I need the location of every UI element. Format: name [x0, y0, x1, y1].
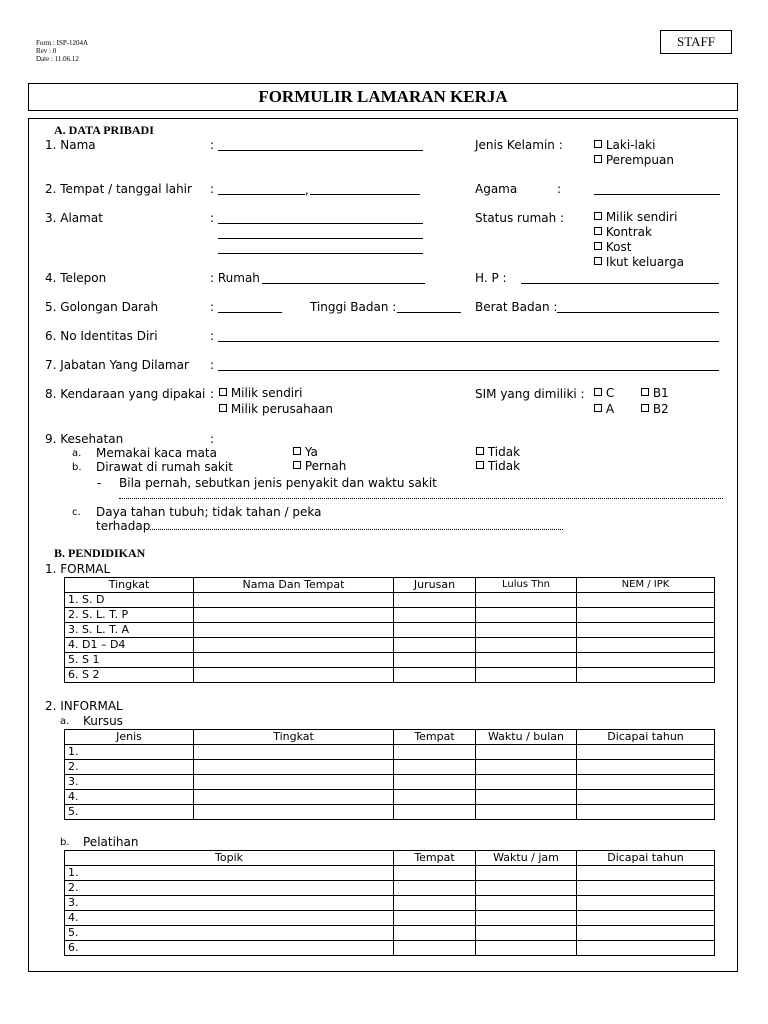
formal-table: [64, 577, 715, 683]
row-label: 3.: [65, 775, 194, 790]
colon: :: [210, 300, 215, 314]
table-cell[interactable]: [194, 745, 394, 760]
column-header: Topik: [65, 851, 394, 866]
label-status-rumah: Status rumah :: [475, 211, 565, 225]
table-row: [65, 775, 715, 790]
table-row: [65, 881, 715, 896]
table-row: [65, 593, 715, 608]
checkbox[interactable]: [594, 140, 602, 148]
tanggal-lahir-field[interactable]: [310, 194, 420, 195]
dash: -: [97, 476, 102, 490]
table-cell[interactable]: [476, 790, 577, 805]
table-cell[interactable]: [476, 881, 577, 896]
table-row: [65, 866, 715, 881]
checkbox[interactable]: [641, 404, 649, 412]
column-header: Waktu / bulan: [476, 730, 577, 745]
option-sim-b1[interactable]: [641, 386, 669, 400]
option-label: A: [605, 402, 615, 416]
table-cell[interactable]: [194, 775, 394, 790]
no-identitas-field[interactable]: [218, 341, 719, 342]
row-label: 6.: [65, 941, 394, 956]
table-row: [65, 623, 715, 638]
label-telepon: 4. Telepon: [45, 271, 107, 285]
option-label: B2: [652, 402, 669, 416]
checkbox[interactable]: [476, 447, 484, 455]
table-cell[interactable]: [394, 896, 476, 911]
option-label: Ikut keluarga: [605, 255, 684, 269]
checkbox[interactable]: [219, 404, 227, 412]
table-cell[interactable]: [394, 911, 476, 926]
row-label: 2.: [65, 760, 194, 775]
checkbox[interactable]: [594, 212, 602, 220]
colon: :: [210, 138, 215, 152]
table-row: [65, 608, 715, 623]
bila-pernah-field[interactable]: [119, 498, 723, 499]
row-label: 2.: [65, 881, 394, 896]
table-cell[interactable]: [194, 653, 394, 668]
table-cell[interactable]: [476, 805, 577, 820]
table-row: [65, 941, 715, 956]
table-cell[interactable]: [476, 593, 577, 608]
label-alamat: 3. Alamat: [45, 211, 103, 225]
table-cell[interactable]: [577, 760, 715, 775]
label-rumah: : Rumah: [210, 271, 260, 285]
option-label: Milik perusahaan: [230, 402, 334, 416]
form-date: Date : 11.06.12: [36, 55, 79, 63]
golongan-darah-field[interactable]: [218, 312, 282, 313]
column-header: NEM / IPK: [577, 578, 715, 593]
option-kaca-mata-ya[interactable]: [293, 445, 318, 459]
label-sim: SIM yang dimiliki :: [475, 387, 585, 401]
option-laki-laki[interactable]: [594, 138, 655, 152]
table-cell[interactable]: [394, 775, 476, 790]
checkbox[interactable]: [594, 257, 602, 265]
label-informal: 2. INFORMAL: [45, 699, 123, 713]
checkbox[interactable]: [293, 461, 301, 469]
row-label: 5.: [65, 805, 194, 820]
table-cell[interactable]: [394, 881, 476, 896]
staff-label: STAFF: [660, 30, 732, 54]
letter-a: a.: [60, 716, 70, 727]
table-header-row: [65, 851, 715, 866]
label-bila-pernah: Bila pernah, sebutkan jenis penyakit dan waktu sakit: [119, 476, 437, 490]
row-label: 1. S. D: [65, 593, 194, 608]
table-row: [65, 896, 715, 911]
table-cell[interactable]: [394, 790, 476, 805]
letter-b: b.: [72, 462, 82, 473]
column-header: Tempat: [394, 730, 476, 745]
table-cell[interactable]: [394, 745, 476, 760]
label-nama: 1. Nama: [45, 138, 96, 152]
table-row: [65, 911, 715, 926]
column-header: Dicapai tahun: [577, 851, 715, 866]
pelatihan-table: [64, 850, 715, 956]
table-cell[interactable]: [577, 790, 715, 805]
label-kesehatan: 9. Kesehatan: [45, 432, 124, 446]
kursus-table: [64, 729, 715, 820]
option-label: Pernah: [304, 459, 347, 473]
option-label: Milik sendiri: [605, 210, 678, 224]
form-code: Form : ISP-1204A: [36, 39, 89, 47]
telepon-rumah-field[interactable]: [262, 283, 425, 284]
table-cell[interactable]: [476, 911, 577, 926]
option-milik-sendiri[interactable]: [594, 210, 677, 224]
label-terhadap: terhadap: [96, 519, 151, 533]
row-label: 5. S 1: [65, 653, 194, 668]
column-header: Dicapai tahun: [577, 730, 715, 745]
option-label: Tidak: [487, 445, 521, 459]
table-header-row: [65, 578, 715, 593]
table-row: [65, 790, 715, 805]
letter-c: c.: [72, 507, 81, 518]
checkbox[interactable]: [476, 461, 484, 469]
option-sim-c[interactable]: [594, 386, 614, 400]
table-cell[interactable]: [476, 745, 577, 760]
column-header: Jenis: [65, 730, 194, 745]
table-cell[interactable]: [577, 881, 715, 896]
table-cell[interactable]: [194, 638, 394, 653]
row-label: 3.: [65, 896, 394, 911]
tempat-lahir-field[interactable]: [218, 194, 305, 195]
nama-field[interactable]: [218, 150, 423, 151]
table-cell[interactable]: [394, 653, 476, 668]
table-header-row: [65, 730, 715, 745]
option-sim-a[interactable]: [594, 402, 614, 416]
daya-tahan-field[interactable]: [150, 529, 563, 530]
table-cell[interactable]: [476, 668, 577, 683]
table-cell[interactable]: [194, 790, 394, 805]
table-cell[interactable]: [577, 896, 715, 911]
option-kaca-mata-tidak[interactable]: [476, 445, 520, 459]
column-header: Waktu / jam: [476, 851, 577, 866]
label-agama: Agama: [475, 182, 518, 196]
table-cell[interactable]: [577, 638, 715, 653]
table-cell[interactable]: [394, 760, 476, 775]
hp-field[interactable]: [521, 283, 719, 284]
table-cell[interactable]: [476, 866, 577, 881]
table-cell[interactable]: [476, 926, 577, 941]
label-tinggi-badan: Tinggi Badan :: [310, 300, 397, 314]
column-header: Jurusan: [394, 578, 476, 593]
table-cell[interactable]: [394, 941, 476, 956]
checkbox[interactable]: [594, 242, 602, 250]
option-label: Ya: [304, 445, 318, 459]
row-label: 4. D1 – D4: [65, 638, 194, 653]
option-label: Laki-laki: [605, 138, 656, 152]
alamat-field-2[interactable]: [218, 238, 423, 239]
row-label: 3. S. L. T. A: [65, 623, 194, 638]
checkbox[interactable]: [594, 227, 602, 235]
table-cell[interactable]: [394, 926, 476, 941]
jabatan-field[interactable]: [218, 370, 719, 371]
table-cell[interactable]: [394, 638, 476, 653]
option-kost[interactable]: [594, 240, 631, 254]
column-header: Tingkat: [65, 578, 194, 593]
table-cell[interactable]: [394, 623, 476, 638]
row-label: 1.: [65, 745, 194, 760]
row-label: 2. S. L. T. P: [65, 608, 194, 623]
table-cell[interactable]: [577, 668, 715, 683]
table-cell[interactable]: [194, 593, 394, 608]
table-cell[interactable]: [394, 608, 476, 623]
table-cell[interactable]: [577, 866, 715, 881]
column-header: Tempat: [394, 851, 476, 866]
label-pelatihan: Pelatihan: [83, 835, 139, 849]
option-label: B1: [652, 386, 669, 400]
table-cell[interactable]: [194, 805, 394, 820]
checkbox[interactable]: [219, 388, 227, 396]
column-header: Nama Dan Tempat: [194, 578, 394, 593]
label-kursus: Kursus: [83, 714, 123, 728]
checkbox[interactable]: [641, 388, 649, 396]
berat-badan-field[interactable]: [557, 312, 719, 313]
label-no-identitas: 6. No Identitas Diri: [45, 329, 158, 343]
table-cell[interactable]: [577, 593, 715, 608]
table-cell[interactable]: [577, 653, 715, 668]
column-header: Tingkat: [194, 730, 394, 745]
table-cell[interactable]: [476, 775, 577, 790]
table-cell[interactable]: [476, 653, 577, 668]
option-kendaraan-milik-sendiri[interactable]: [219, 386, 302, 400]
table-cell[interactable]: [577, 745, 715, 760]
colon: :: [210, 358, 215, 372]
colon: :: [210, 211, 215, 225]
label-dirawat: Dirawat di rumah sakit: [96, 460, 233, 474]
row-label: 1.: [65, 866, 394, 881]
option-dirawat-tidak[interactable]: [476, 459, 520, 473]
table-row: [65, 668, 715, 683]
colon: :: [210, 387, 215, 401]
option-sim-b2[interactable]: [641, 402, 669, 416]
option-kontrak[interactable]: [594, 225, 652, 239]
table-cell[interactable]: [476, 623, 577, 638]
letter-b: b.: [60, 837, 70, 848]
table-cell[interactable]: [577, 911, 715, 926]
section-a-heading: A. DATA PRIBADI: [54, 123, 154, 137]
option-label: C: [605, 386, 615, 400]
option-milik-perusahaan[interactable]: [219, 402, 333, 416]
label-golongan-darah: 5. Golongan Darah: [45, 300, 159, 314]
label-jabatan: 7. Jabatan Yang Dilamar: [45, 358, 189, 372]
table-cell[interactable]: [394, 668, 476, 683]
label-daya-tahan: Daya tahan tubuh; tidak tahan / peka: [96, 505, 322, 519]
table-cell[interactable]: [476, 638, 577, 653]
option-dirawat-pernah[interactable]: [293, 459, 346, 473]
label-hp: H. P :: [475, 271, 507, 285]
table-cell[interactable]: [194, 760, 394, 775]
table-cell[interactable]: [476, 608, 577, 623]
table-cell[interactable]: [194, 623, 394, 638]
section-b-heading: B. PENDIDIKAN: [54, 546, 146, 560]
table-cell[interactable]: [577, 926, 715, 941]
colon: :: [557, 182, 562, 196]
table-cell[interactable]: [476, 941, 577, 956]
label-formal: 1. FORMAL: [45, 562, 111, 576]
table-cell[interactable]: [394, 593, 476, 608]
table-cell[interactable]: [577, 623, 715, 638]
table-cell[interactable]: [577, 775, 715, 790]
table-row: [65, 638, 715, 653]
alamat-field-1[interactable]: [218, 223, 423, 224]
letter-a: a.: [72, 448, 82, 459]
option-label: Perempuan: [605, 153, 674, 167]
row-label: 6. S 2: [65, 668, 194, 683]
table-row: [65, 805, 715, 820]
colon: :: [210, 432, 215, 446]
table-cell[interactable]: [194, 608, 394, 623]
checkbox[interactable]: [594, 388, 602, 396]
agama-field[interactable]: [594, 194, 720, 195]
label-jenis-kelamin: Jenis Kelamin :: [475, 138, 563, 152]
tinggi-badan-field[interactable]: [397, 312, 461, 313]
checkbox[interactable]: [293, 447, 301, 455]
option-ikut-keluarga[interactable]: [594, 255, 684, 269]
table-cell[interactable]: [476, 896, 577, 911]
table-row: [65, 926, 715, 941]
table-cell[interactable]: [476, 760, 577, 775]
colon: :: [210, 182, 215, 196]
checkbox[interactable]: [594, 404, 602, 412]
table-cell[interactable]: [194, 668, 394, 683]
table-cell[interactable]: [394, 866, 476, 881]
option-perempuan[interactable]: [594, 153, 674, 167]
option-label: Tidak: [487, 459, 521, 473]
revision: Rev : 0: [36, 47, 57, 55]
label-ttl: 2. Tempat / tanggal lahir: [45, 182, 192, 196]
table-cell[interactable]: [577, 608, 715, 623]
table-cell[interactable]: [394, 805, 476, 820]
comma: ,: [305, 183, 309, 197]
option-label: Kost: [605, 240, 632, 254]
table-row: [65, 653, 715, 668]
table-row: [65, 745, 715, 760]
row-label: 5.: [65, 926, 394, 941]
option-label: Milik sendiri: [230, 386, 303, 400]
column-header: Lulus Thn: [476, 578, 577, 593]
row-label: 4.: [65, 911, 394, 926]
row-label: 4.: [65, 790, 194, 805]
label-kaca-mata: Memakai kaca mata: [96, 446, 217, 460]
table-row: [65, 760, 715, 775]
alamat-field-3[interactable]: [218, 253, 423, 254]
label-kendaraan: 8. Kendaraan yang dipakai: [45, 387, 206, 401]
colon: :: [210, 329, 215, 343]
table-cell[interactable]: [577, 805, 715, 820]
table-cell[interactable]: [577, 941, 715, 956]
label-berat-badan: Berat Badan :: [475, 300, 558, 314]
option-label: Kontrak: [605, 225, 652, 239]
page-title: FORMULIR LAMARAN KERJA: [28, 83, 738, 111]
checkbox[interactable]: [594, 155, 602, 163]
